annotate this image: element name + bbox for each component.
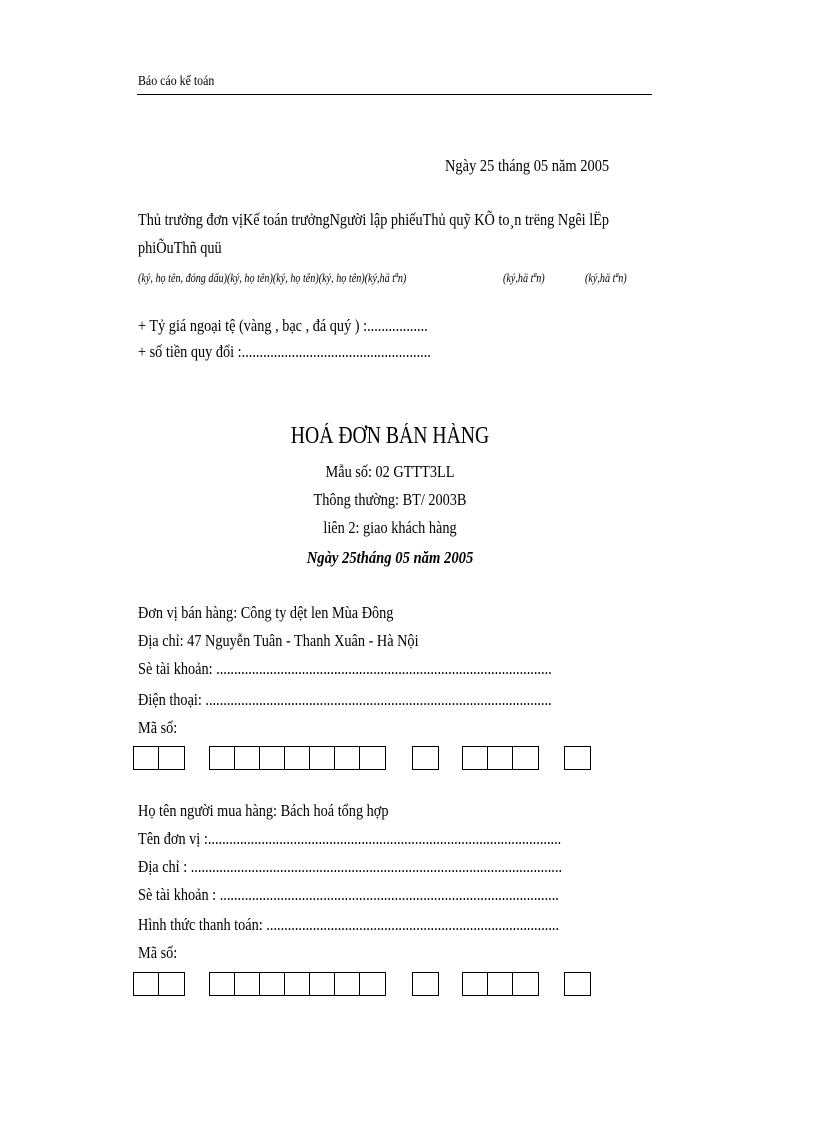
tax-code-cell[interactable]	[513, 973, 538, 995]
tax-code-cell[interactable]	[210, 973, 235, 995]
tax-code-cell[interactable]	[335, 747, 360, 769]
tax-code-cell[interactable]	[413, 973, 438, 995]
signature-instructions: (ký, họ tên, đóng dấu)(ký, họ tên)(ký, họ tên)(ký, họ tên)(ký,hä tªn)	[138, 270, 407, 285]
tax-code-cell[interactable]	[260, 973, 285, 995]
buyer-code-label: Mã số:	[138, 943, 178, 962]
report-header: Báo cáo kế toán	[138, 74, 215, 89]
tax-code-group-2	[209, 972, 386, 996]
tax-code-cell[interactable]	[565, 973, 590, 995]
tax-code-cell[interactable]	[134, 973, 159, 995]
tax-code-cell[interactable]	[360, 973, 385, 995]
header-divider	[137, 94, 652, 95]
seller-code-label: Mã số:	[138, 718, 178, 737]
tax-code-cell[interactable]	[285, 747, 310, 769]
signature-roles: Thủ trưởng đơn vịKế toán trưởngNgười lập phiếuThủ quỹ KÕ to¸n trëng Ngêi lËp	[138, 210, 610, 229]
tax-code-group-4	[462, 972, 539, 996]
tax-code-group-5	[564, 746, 591, 770]
buyer-name: Họ tên người mua hàng: Bách hoá tổng hợp	[138, 801, 389, 820]
signature-roles-continued: phiÕuThñ quü	[138, 238, 222, 257]
tax-code-cell[interactable]	[413, 747, 438, 769]
tax-code-cell[interactable]	[159, 747, 184, 769]
tax-code-cell[interactable]	[360, 747, 385, 769]
invoice-regular-series: Thông thường: BT/ 2003B	[313, 490, 467, 509]
payment-method: Hình thức thanh toán: ..................................................................................	[138, 915, 560, 934]
tax-code-group-1	[133, 972, 185, 996]
exchange-rate-line: + Tỷ giá ngoại tệ (vàng , bạc , đá quý ) :.................	[138, 316, 428, 335]
tax-code-cell[interactable]	[260, 747, 285, 769]
seller-unit: Đơn vị bán hàng: Công ty dệt len Mùa Đông	[138, 603, 394, 622]
tax-code-cell[interactable]	[159, 973, 184, 995]
tax-code-group-5	[564, 972, 591, 996]
seller-phone: Điện thoại: .................................................................................................	[138, 690, 552, 709]
tax-code-group-1	[133, 746, 185, 770]
invoice-copy-note: liên 2: giao khách hàng	[323, 518, 457, 537]
tax-code-group-2	[209, 746, 386, 770]
buyer-address: Địa chỉ : ........................................................................................................	[138, 857, 563, 876]
buyer-account: Sè tài khoản : ...............................................................................................	[138, 885, 559, 904]
tax-code-cell[interactable]	[235, 747, 260, 769]
tax-code-cell[interactable]	[463, 747, 488, 769]
report-date: Ngày 25 tháng 05 năm 2005	[445, 156, 610, 175]
tax-code-cell[interactable]	[488, 747, 513, 769]
tax-code-cell[interactable]	[310, 973, 335, 995]
tax-code-cell[interactable]	[513, 747, 538, 769]
tax-code-group-3	[412, 746, 439, 770]
signature-instruction-preparer: (ký,hä tªn)	[585, 270, 627, 285]
invoice-form-number: Mẫu số: 02 GTTT3LL	[325, 462, 455, 481]
tax-code-cell[interactable]	[285, 973, 310, 995]
tax-code-cell[interactable]	[335, 973, 360, 995]
signature-instruction-chief-accountant: (ký,hä tªn)	[503, 270, 545, 285]
tax-code-group-4	[462, 746, 539, 770]
seller-account: Sè tài khoản: ..............................................................................................	[138, 659, 552, 678]
tax-code-cell[interactable]	[565, 747, 590, 769]
seller-address: Địa chỉ: 47 Nguyễn Tuân - Thanh Xuân - Hà Nội	[138, 631, 419, 650]
tax-code-cell[interactable]	[488, 973, 513, 995]
tax-code-cell[interactable]	[210, 747, 235, 769]
buyer-unit: Tên đơn vị :...................................................................................................	[138, 829, 562, 848]
invoice-date: Ngày 25tháng 05 năm 2005	[306, 548, 474, 567]
tax-code-cell[interactable]	[310, 747, 335, 769]
tax-code-cell[interactable]	[463, 973, 488, 995]
tax-code-cell[interactable]	[134, 747, 159, 769]
tax-code-group-3	[412, 972, 439, 996]
tax-code-cell[interactable]	[235, 973, 260, 995]
converted-amount-line: + số tiền quy đổi :.....................................................	[138, 342, 431, 361]
invoice-title: HOÁ ĐƠN BÁN HÀNG	[290, 423, 490, 449]
